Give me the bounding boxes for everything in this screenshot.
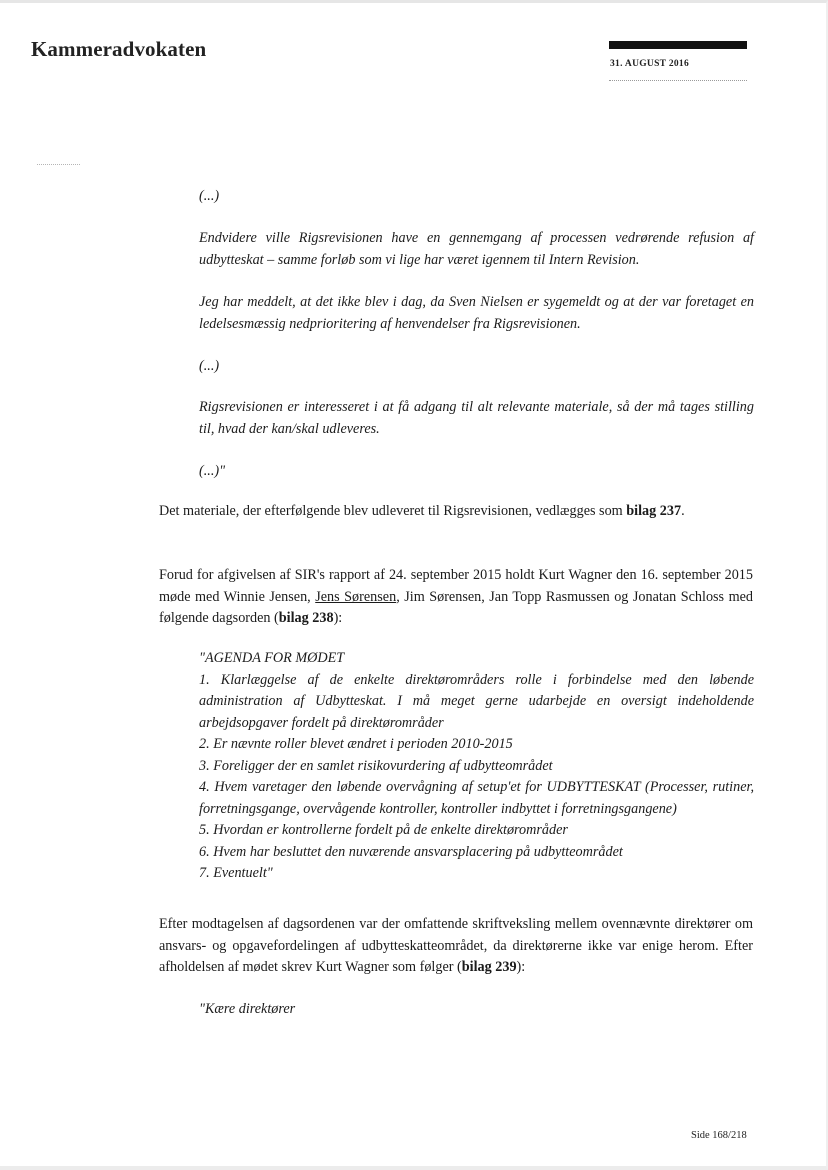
agenda-heading: "AGENDA FOR MØDET	[199, 650, 345, 666]
underlined-name: Jens Sørensen	[315, 588, 397, 605]
body-paragraph-3-text: Efter modtagelsen af dagsordenen var der omfattende skriftveksling mellem ovennævnte direktører om ansvars- og opgavefordelingen af udbytteskatteområdet, da direktørerne ikke var enige herom. Efter afholdelsen af mødet skrev Kurt Wagner som følger (	[159, 916, 753, 975]
header-divider	[609, 80, 747, 81]
agenda-block	[199, 648, 754, 885]
body-paragraph-1-end: .	[681, 503, 685, 519]
body-paragraph-1	[159, 501, 753, 523]
quote-ellipsis-2: (...)	[199, 358, 220, 374]
agenda-item: 6. Hvem har besluttet den nuværende ansvarsplacering på udbytteområdet	[199, 843, 623, 860]
header-bar	[609, 41, 747, 49]
body-paragraph-2-text-b: , Jim Sørensen, Jan Topp Rasmussen og Jonatan Schloss med følgende dagsorden (	[159, 588, 753, 626]
firm-logo-text: Kammeradvokaten	[31, 37, 207, 61]
quote-paragraph-1: Endvidere ville Rigsrevisionen have en gennemgang af processen vedrørende refusion af udbytteskat – samme forløb som vi lige har været igennem til Intern Revision.	[199, 230, 754, 268]
margin-mark	[37, 164, 80, 165]
body-paragraph-3-end: ):	[516, 959, 526, 975]
quote-paragraph-3: Rigsrevisionen er interesseret i at få adgang til alt relevante materiale, så der må tages stilling til, hvad der kan/skal udleveres.	[199, 399, 754, 437]
quote-ellipsis-3: (...)"	[199, 463, 226, 479]
agenda-item: 5. Hvordan er kontrollerne fordelt på de enkelte direktørområder	[199, 822, 568, 838]
agenda-item: 4. Hvem varetager den løbende overvågning af setup'et for UDBYTTESKAT (Processer, rutiner, forretningsgange, overvågende kontroller, kontroller indbyttet i forretningsgangene)	[199, 779, 754, 817]
agenda-item: 1. Klarlæggelse af de enkelte direktørområders rolle i forbindelse med den løbende administration af Udbytteskat. I må meget gerne udarbejde en oversigt indeholdende arbejdsopgaver fordelt på direktørområder	[199, 671, 754, 731]
attachment-ref-239: bilag 239	[461, 959, 517, 975]
quote-paragraph-2: Jeg har meddelt, at det ikke blev i dag, da Sven Nielsen er sygemeldt og at der var foretaget en ledelsesmæssig nedprioritering af henvendelser fra Rigsrevisionen.	[199, 294, 754, 332]
quote-ellipsis-1: (...)	[199, 188, 220, 204]
body-paragraph-3	[159, 914, 753, 979]
agenda-item: 2. Er nævnte roller blevet ændret i perioden 2010-2015	[199, 736, 513, 752]
agenda-item: 7. Eventuelt"	[199, 865, 273, 881]
body-paragraph-2	[159, 565, 753, 630]
body-paragraph-1-text: Det materiale, der efterfølgende blev udleveret til Rigsrevisionen, vedlægges som	[159, 503, 623, 519]
agenda-item: 3. Foreligger der en samlet risikovurdering af udbytteområdet	[199, 757, 553, 774]
letter-salutation: "Kære direktører	[199, 1001, 296, 1017]
attachment-ref-237: bilag 237	[626, 503, 682, 519]
body-paragraph-2-end: ):	[333, 610, 343, 626]
document-date: 31. AUGUST 2016	[610, 59, 690, 69]
attachment-ref-238: bilag 238	[278, 610, 334, 626]
body-paragraph-2-text-a: Forud for afgivelsen af SIR's rapport af 24. september 2015 holdt Kurt Wagner den 16. september 2015 møde med Winnie Jensen,	[159, 567, 753, 605]
page-number: Side 168/218	[691, 1130, 747, 1141]
